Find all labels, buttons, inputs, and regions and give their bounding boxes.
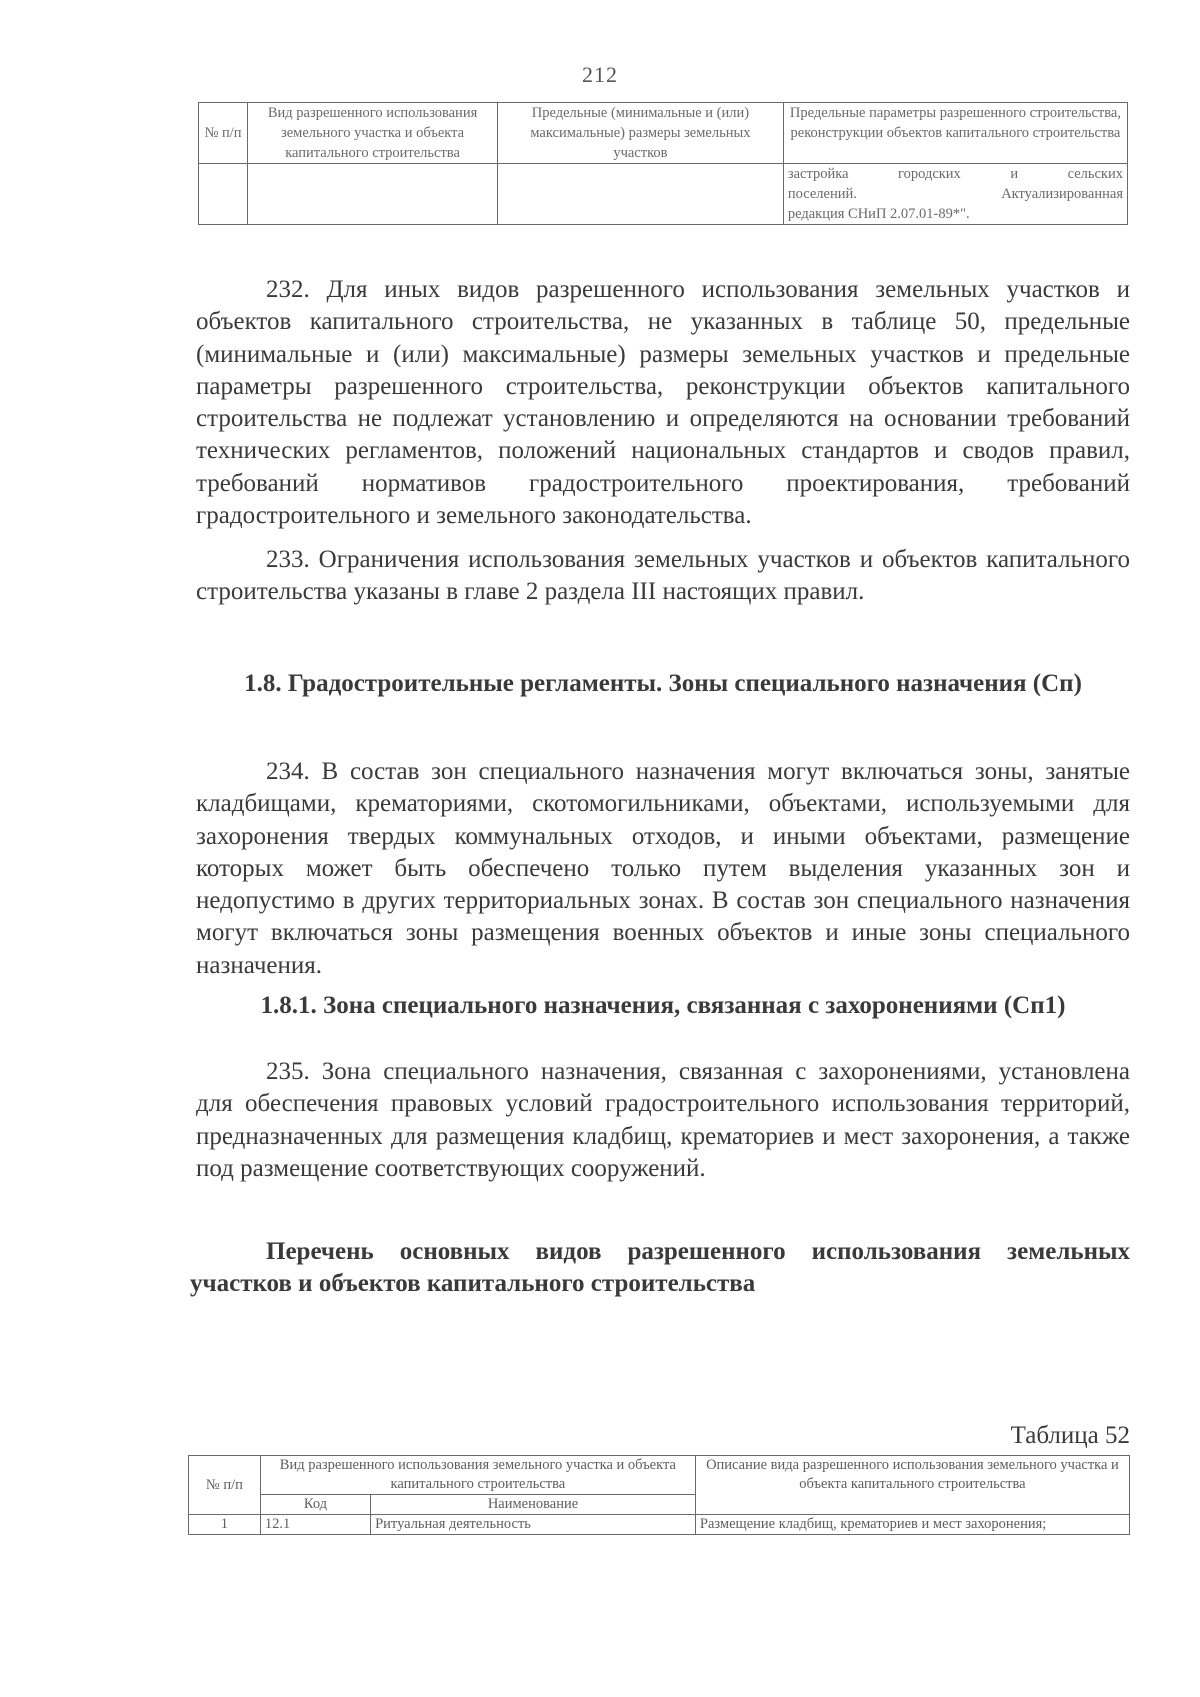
paragraph-233: 233. Ограничения использования земельных участков и объектов капитального строительства указаны в главе 2 раздела III настоящих правил. [196, 546, 1130, 606]
cell-params [783, 164, 1127, 225]
table-row [199, 164, 1128, 225]
params-line-1: застройка городских и сельских [787, 166, 1123, 182]
header-name: Наименование [371, 1495, 696, 1515]
paragraph-232: 232. Для иных видов разрешенного использования земельных участков и объектов капитального строительства, не указанных в таблице 50, предельные (минимальные и (или) максимальные) размеры земельных участков и предельные параметры разрешенного строительства, реконструкции объектов капитального строительства не подлежат установлению и определяются на основании требований технических регламентов, положений национальных стандартов и сводов правил, требований нормативов градостроительного проектирования, требований градостроительного и земельного законодательства. [196, 276, 1130, 530]
cell-name: Ритуальная деятельность [371, 1515, 696, 1535]
cell-code: 12.1 [260, 1515, 370, 1535]
section-heading-1-8-1: 1.8.1. Зона специального назначения, связанная с захоронениями (Сп1) [260, 992, 1066, 1019]
header-description: Описание вида разрешенного использования земельного участка и объекта капитального строительства [695, 1456, 1129, 1515]
header-use-type: Вид разрешенного использования земельного участка и объекта капитального строительства [260, 1456, 695, 1495]
cell-use-type [248, 164, 498, 225]
paragraph-234: 234. В состав зон специального назначения могут включаться зоны, занятые кладбищами, крематориями, скотомогильниками, объектами, используемыми для захоронения твердых коммунальных отходов, и иными объектами, размещение которых может быть обеспечено только путем выделения указанных зон и недопустимо в других территориальных зонах. В состав зон специального назначения могут включаться зоны размещения военных объектов и иные зоны специального назначения. [196, 758, 1130, 979]
header-plot-sizes: Предельные (минимальные и (или) максимальные) размеры земельных участков [497, 103, 783, 164]
permitted-uses-table [188, 1455, 1130, 1535]
cell-description: Размещение кладбищ, крематориев и мест захоронения; [695, 1515, 1129, 1535]
table-header-row [189, 1456, 1130, 1495]
table-label: Таблица 52 [1010, 1422, 1130, 1449]
header-num: № п/п [199, 103, 248, 164]
list-title: Перечень основных видов разрешенного использования земельных участков и объектов капитального строительства [190, 1238, 1130, 1297]
paragraph-235: 235. Зона специального назначения, связанная с захоронениями, установлена для обеспечения правовых условий градостроительного использования территорий, предназначенных для размещения кладбищ, крематориев и мест захоронения, а также под размещение соответствующих сооружений. [196, 1058, 1130, 1182]
section-heading-1-8: 1.8. Градостроительные регламенты. Зоны специального назначения (Сп) [244, 670, 1082, 697]
table-header-row [199, 103, 1128, 164]
cell-num [199, 164, 248, 225]
header-params: Предельные параметры разрешенного строительства, реконструкции объектов капитального строительства [783, 103, 1127, 164]
regulations-table-continued [198, 102, 1128, 225]
cell-num: 1 [189, 1515, 261, 1535]
params-line-3: редакция СНиП 2.07.01-89*". [787, 206, 970, 222]
table-row [189, 1515, 1130, 1535]
header-code: Код [260, 1495, 370, 1515]
header-use-type: Вид разрешенного использования земельного участка и объекта капитального строительства [248, 103, 498, 164]
page-number: 212 [582, 62, 618, 87]
cell-plot-sizes [497, 164, 783, 225]
params-line-2: поселений. Актуализированная [787, 186, 1123, 202]
header-num: № п/п [189, 1456, 261, 1515]
